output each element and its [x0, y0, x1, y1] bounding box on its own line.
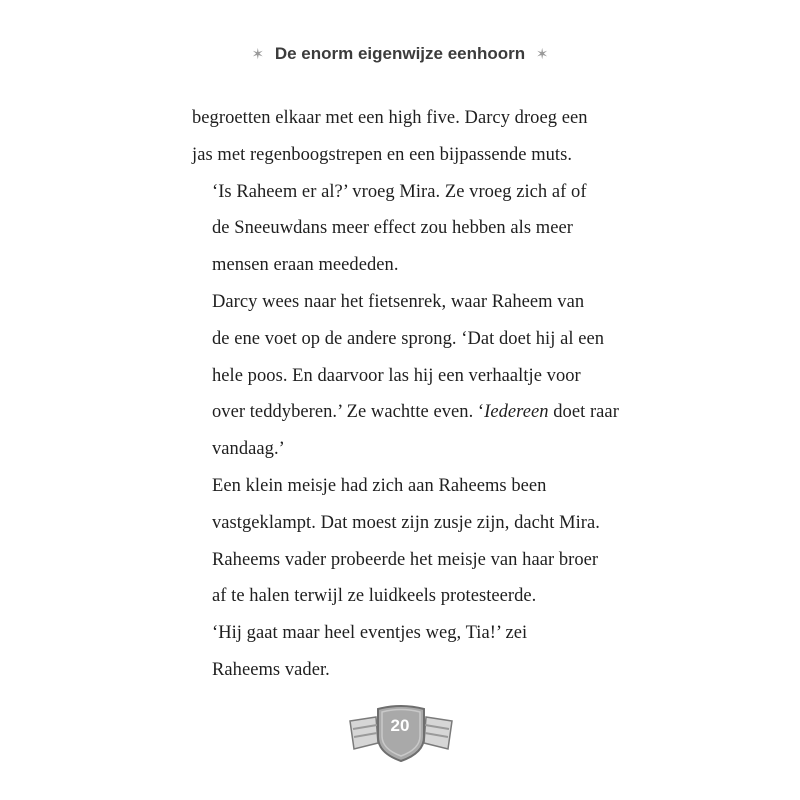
running-header: [0, 44, 800, 64]
text-line: Raheems vader.: [212, 659, 330, 680]
text-line: vastgeklampt. Dat moest zijn zusje zijn, dacht Mira.: [212, 512, 600, 533]
text-line: af te halen terwijl ze luidkeels protesteerde.: [212, 586, 537, 607]
text-line: ‘Is Raheem er al?’ vroeg Mira. Ze vroeg zich af of: [212, 181, 587, 202]
paragraph-3: [192, 284, 619, 468]
text-line-mixed: [192, 394, 619, 431]
page-number: 20: [390, 716, 410, 735]
text-line: de ene voet op de andere sprong. ‘Dat doet hij al een: [212, 328, 605, 349]
page-body: [192, 100, 619, 689]
text-line: mensen eraan meededen.: [212, 255, 399, 276]
text-line: Raheems vader probeerde het meisje van haar broer: [212, 549, 599, 570]
text-line: begroetten elkaar met een high five. Darcy droeg een: [192, 108, 588, 128]
text-line: vandaag.’: [212, 439, 285, 460]
text-line: ‘Hij gaat maar heel eventjes weg, Tia!’ zei: [212, 623, 528, 644]
text-line: de Sneeuwdans meer effect zou hebben als meer: [212, 218, 573, 239]
paragraph-1: [192, 100, 592, 174]
text-line: Darcy wees naar het fietsenrek, waar Raheem van: [212, 291, 585, 312]
star-icon-right: ✶: [535, 46, 549, 63]
text-fragment: over teddyberen.’ Ze wachtte even. ‘: [212, 402, 485, 423]
text-line: jas met regenboogstrepen en een bijpassende muts.: [192, 144, 573, 165]
text-line: hele poos. En daarvoor las hij een verhaaltje voor: [212, 365, 581, 386]
book-title: De enorm eigenwijze eenhoorn: [274, 44, 526, 63]
text-line: Een klein meisje had zich aan Raheems been: [212, 475, 547, 496]
text-fragment: doet raar: [548, 402, 619, 423]
star-icon-left: ✶: [251, 46, 265, 63]
paragraph-5: [192, 615, 592, 689]
paragraph-2: [192, 174, 592, 284]
emphasized-word: Iedereen: [484, 402, 549, 423]
paragraph-4: [192, 468, 600, 615]
